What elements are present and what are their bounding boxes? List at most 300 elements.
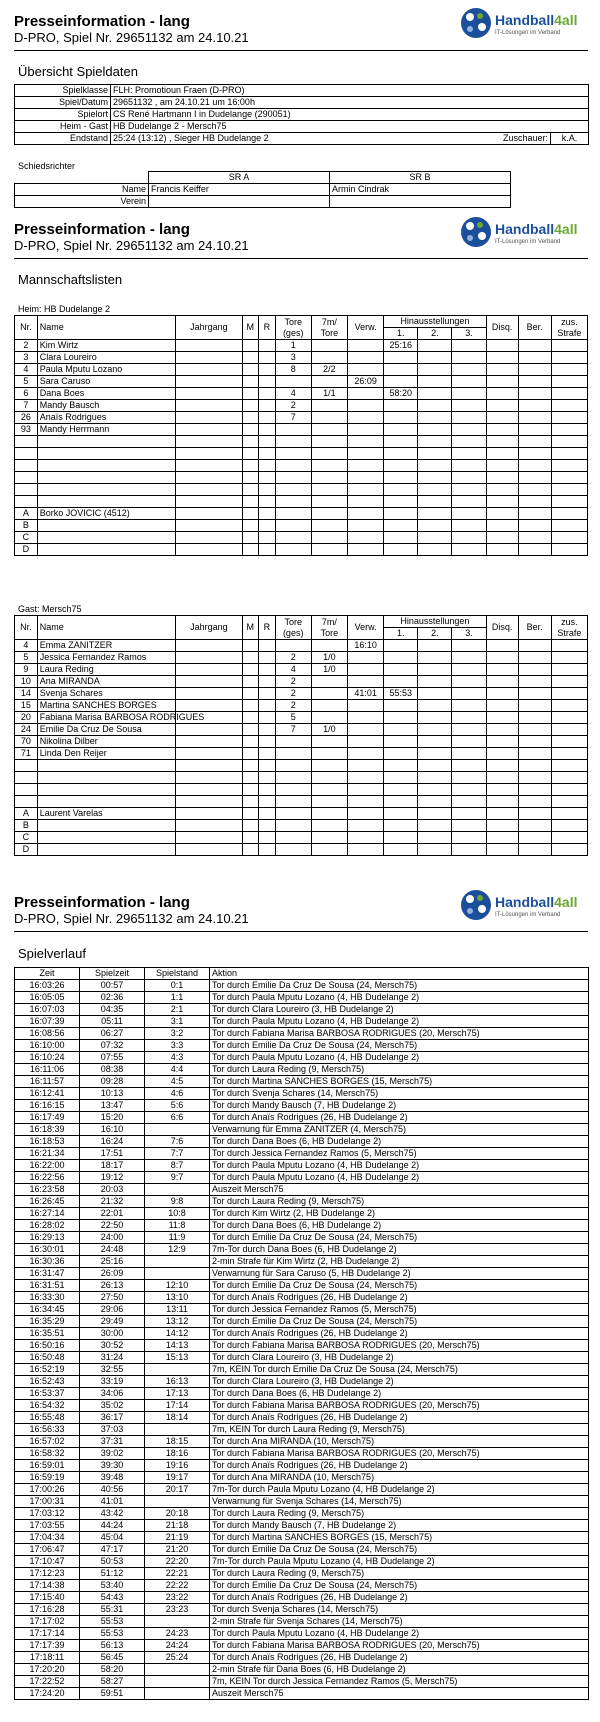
event-time: 17:16:28 bbox=[15, 1604, 80, 1616]
event-action: Tor durch Paula Mputu Lozano (4, HB Dudelange 2) bbox=[210, 1172, 589, 1184]
player-warning bbox=[347, 364, 383, 376]
player-row bbox=[15, 412, 588, 424]
official-row bbox=[15, 844, 588, 856]
event-action: Tor durch Anaïs Rodrigues (26, HB Dudelange 2) bbox=[210, 1292, 589, 1304]
empty-row bbox=[15, 772, 588, 784]
col-r: R bbox=[259, 616, 276, 640]
overview-row bbox=[15, 85, 589, 97]
event-time: 16:53:37 bbox=[15, 1388, 80, 1400]
col-tore: Tore (ges) bbox=[275, 316, 311, 340]
event-score bbox=[145, 1184, 210, 1196]
player-nr: 24 bbox=[15, 724, 38, 736]
event-action: Tor durch Martina SANCHES BORGES (15, Mersch75) bbox=[210, 1076, 589, 1088]
player-nr: 14 bbox=[15, 688, 38, 700]
event-game-time: 43:42 bbox=[80, 1508, 145, 1520]
event-action: Tor durch Ana MIRANDA (10, Mersch75) bbox=[210, 1436, 589, 1448]
event-game-time: 10:13 bbox=[80, 1088, 145, 1100]
event-score: 6:6 bbox=[145, 1112, 210, 1124]
page-subtitle: D-PRO, Spiel Nr. 29651132 am 24.10.21 bbox=[14, 238, 249, 253]
official-row bbox=[15, 544, 588, 556]
event-row bbox=[15, 1076, 589, 1088]
col-nr: Nr. bbox=[15, 616, 38, 640]
event-score: 21:18 bbox=[145, 1520, 210, 1532]
event-row bbox=[15, 1688, 589, 1700]
event-time: 16:26:45 bbox=[15, 1196, 80, 1208]
player-suspension-1 bbox=[384, 652, 418, 664]
event-time: 17:00:26 bbox=[15, 1484, 80, 1496]
player-7m bbox=[311, 424, 347, 436]
event-game-time: 59:51 bbox=[80, 1688, 145, 1700]
event-score: 13:11 bbox=[145, 1304, 210, 1316]
overview-label: Spielort bbox=[15, 109, 111, 121]
event-game-time: 16:24 bbox=[80, 1136, 145, 1148]
header-rule bbox=[14, 258, 588, 259]
event-time: 17:20:20 bbox=[15, 1664, 80, 1676]
event-game-time: 00:57 bbox=[80, 980, 145, 992]
player-name: Clara Loureiro bbox=[37, 352, 176, 364]
player-name: Ana MIRANDA bbox=[37, 676, 176, 688]
event-time: 16:52:19 bbox=[15, 1364, 80, 1376]
event-row bbox=[15, 1244, 589, 1256]
event-time: 16:58:32 bbox=[15, 1448, 80, 1460]
event-row bbox=[15, 1400, 589, 1412]
col-hinaus: Hinausstellungen bbox=[384, 316, 486, 328]
event-time: 16:59:01 bbox=[15, 1460, 80, 1472]
event-action: Tor durch Svenja Schares (14, Mersch75) bbox=[210, 1604, 589, 1616]
page-subtitle: D-PRO, Spiel Nr. 29651132 am 24.10.21 bbox=[14, 30, 249, 45]
event-time: 16:55:48 bbox=[15, 1412, 80, 1424]
player-row bbox=[15, 388, 588, 400]
handball4all-logo bbox=[458, 6, 588, 42]
overview-value: FLH: Promotioun Fraen (D-PRO) bbox=[111, 85, 589, 97]
event-action: 2-min Strafe für Dana Boes (6, HB Dudelange 2) bbox=[210, 1664, 589, 1676]
event-row bbox=[15, 1448, 589, 1460]
event-row bbox=[15, 1472, 589, 1484]
event-time: 17:10:47 bbox=[15, 1556, 80, 1568]
lineup-header-row bbox=[15, 316, 588, 328]
event-row bbox=[15, 1520, 589, 1532]
event-game-time: 35:02 bbox=[80, 1400, 145, 1412]
official-letter: D bbox=[15, 544, 38, 556]
event-row bbox=[15, 1484, 589, 1496]
empty-row bbox=[15, 460, 588, 472]
event-score bbox=[145, 1496, 210, 1508]
col-zus: zus. Strafe bbox=[551, 616, 587, 640]
player-name: Jessica Fernandez Ramos bbox=[37, 652, 176, 664]
event-time: 17:06:47 bbox=[15, 1544, 80, 1556]
game-course-table bbox=[14, 967, 589, 1700]
player-warning bbox=[347, 724, 383, 736]
event-time: 16:29:13 bbox=[15, 1232, 80, 1244]
event-score: 13:12 bbox=[145, 1316, 210, 1328]
player-goals: 2 bbox=[275, 652, 311, 664]
player-nr: 4 bbox=[15, 364, 38, 376]
event-game-time: 30:52 bbox=[80, 1340, 145, 1352]
player-warning bbox=[347, 424, 383, 436]
event-row bbox=[15, 1016, 589, 1028]
event-row bbox=[15, 1208, 589, 1220]
player-warning bbox=[347, 736, 383, 748]
event-score bbox=[145, 1676, 210, 1688]
player-suspension-1 bbox=[384, 664, 418, 676]
col-ber: Ber. bbox=[518, 616, 551, 640]
player-row bbox=[15, 724, 588, 736]
event-time: 16:30:36 bbox=[15, 1256, 80, 1268]
event-row bbox=[15, 1172, 589, 1184]
event-score: 10:8 bbox=[145, 1208, 210, 1220]
event-game-time: 34:06 bbox=[80, 1388, 145, 1400]
home-team-label: Heim: HB Dudelange 2 bbox=[18, 304, 111, 314]
event-game-time: 30:00 bbox=[80, 1328, 145, 1340]
event-game-time: 02:36 bbox=[80, 992, 145, 1004]
event-score bbox=[145, 1616, 210, 1628]
col-7m: 7m/ Tore bbox=[311, 316, 347, 340]
event-game-time: 39:02 bbox=[80, 1448, 145, 1460]
event-row bbox=[15, 1136, 589, 1148]
official-letter: A bbox=[15, 508, 38, 520]
event-time: 16:33:30 bbox=[15, 1292, 80, 1304]
event-time: 17:00:31 bbox=[15, 1496, 80, 1508]
event-score: 20:17 bbox=[145, 1484, 210, 1496]
event-game-time: 13:47 bbox=[80, 1100, 145, 1112]
player-name: Nikolina Dilber bbox=[37, 736, 176, 748]
event-row bbox=[15, 1388, 589, 1400]
verein-label: Verein bbox=[15, 196, 149, 208]
event-row bbox=[15, 992, 589, 1004]
handball-logo-icon bbox=[458, 888, 494, 922]
official-row bbox=[15, 508, 588, 520]
event-game-time: 39:30 bbox=[80, 1460, 145, 1472]
player-7m: 1/0 bbox=[311, 664, 347, 676]
player-goals bbox=[275, 376, 311, 388]
event-row bbox=[15, 1616, 589, 1628]
player-goals bbox=[275, 640, 311, 652]
event-time: 16:08:56 bbox=[15, 1028, 80, 1040]
player-nr: 7 bbox=[15, 400, 38, 412]
event-score: 9:8 bbox=[145, 1196, 210, 1208]
player-suspension-1 bbox=[384, 712, 418, 724]
event-time: 17:17:39 bbox=[15, 1640, 80, 1652]
event-row bbox=[15, 1604, 589, 1616]
player-nr: 5 bbox=[15, 376, 38, 388]
event-action: Verwarnung für Svenja Schares (14, Mersch75) bbox=[210, 1496, 589, 1508]
event-game-time: 37:03 bbox=[80, 1424, 145, 1436]
event-score: 14:12 bbox=[145, 1328, 210, 1340]
player-suspension-1 bbox=[384, 400, 418, 412]
event-score: 7:6 bbox=[145, 1136, 210, 1148]
player-name: Svenja Schares bbox=[37, 688, 176, 700]
event-time: 16:56:33 bbox=[15, 1424, 80, 1436]
player-nr: 15 bbox=[15, 700, 38, 712]
official-letter: C bbox=[15, 532, 38, 544]
player-name: Laura Reding bbox=[37, 664, 176, 676]
event-game-time: 24:48 bbox=[80, 1244, 145, 1256]
overview-value: CS René Hartmann I in Dudelange (290051) bbox=[111, 109, 589, 121]
player-warning: 16:10 bbox=[347, 640, 383, 652]
event-game-time: 24:00 bbox=[80, 1232, 145, 1244]
col-zus: zus. Strafe bbox=[551, 316, 587, 340]
event-action: Tor durch Anaïs Rodrigues (26, HB Dudelange 2) bbox=[210, 1652, 589, 1664]
event-time: 16:10:24 bbox=[15, 1052, 80, 1064]
event-score: 18:15 bbox=[145, 1436, 210, 1448]
official-name bbox=[37, 820, 176, 832]
empty-row bbox=[15, 472, 588, 484]
event-score: 13:10 bbox=[145, 1292, 210, 1304]
logo-text-b: 4all bbox=[554, 894, 578, 910]
col-jahrgang: Jahrgang bbox=[176, 616, 242, 640]
event-row bbox=[15, 1652, 589, 1664]
col-hinaus: Hinausstellungen bbox=[384, 616, 486, 628]
event-row bbox=[15, 1280, 589, 1292]
empty-row bbox=[15, 484, 588, 496]
event-action: Verwarnung für Sara Caruso (5, HB Dudelange 2) bbox=[210, 1268, 589, 1280]
event-game-time: 51:12 bbox=[80, 1568, 145, 1580]
player-warning: 26:09 bbox=[347, 376, 383, 388]
event-row bbox=[15, 1040, 589, 1052]
player-suspension-1 bbox=[384, 376, 418, 388]
col-r: R bbox=[259, 316, 276, 340]
event-time: 16:11:57 bbox=[15, 1076, 80, 1088]
player-row bbox=[15, 676, 588, 688]
player-goals: 1 bbox=[275, 340, 311, 352]
player-row bbox=[15, 664, 588, 676]
event-game-time: 22:01 bbox=[80, 1208, 145, 1220]
player-nr: 10 bbox=[15, 676, 38, 688]
col-h2: 2. bbox=[418, 628, 452, 640]
col-verw: Verw. bbox=[347, 616, 383, 640]
logo-tagline: IT-Lösungen im Verband bbox=[495, 30, 561, 36]
event-score: 7:7 bbox=[145, 1148, 210, 1160]
event-score: 21:19 bbox=[145, 1532, 210, 1544]
event-game-time: 58:20 bbox=[80, 1664, 145, 1676]
event-action: 2-min Strafe für Kim Wirtz (2, HB Dudelange 2) bbox=[210, 1256, 589, 1268]
event-row bbox=[15, 1148, 589, 1160]
event-action: Tor durch Kim Wirtz (2, HB Dudelange 2) bbox=[210, 1208, 589, 1220]
event-time: 17:17:02 bbox=[15, 1616, 80, 1628]
player-suspension-1 bbox=[384, 352, 418, 364]
event-score: 4:5 bbox=[145, 1076, 210, 1088]
lineup-header-row bbox=[15, 616, 588, 628]
player-row bbox=[15, 424, 588, 436]
event-row bbox=[15, 1052, 589, 1064]
event-row bbox=[15, 1184, 589, 1196]
event-row bbox=[15, 1220, 589, 1232]
event-game-time: 16:10 bbox=[80, 1124, 145, 1136]
event-score: 19:16 bbox=[145, 1460, 210, 1472]
event-game-time: 29:49 bbox=[80, 1316, 145, 1328]
page-title: Presseinformation - lang bbox=[14, 221, 190, 238]
player-suspension-1: 55:53 bbox=[384, 688, 418, 700]
player-7m: 1/1 bbox=[311, 388, 347, 400]
course-header-row bbox=[15, 968, 589, 980]
event-time: 16:07:39 bbox=[15, 1016, 80, 1028]
event-score: 22:21 bbox=[145, 1568, 210, 1580]
event-action: Tor durch Emilie Da Cruz De Sousa (24, Mersch75) bbox=[210, 1316, 589, 1328]
player-7m bbox=[311, 640, 347, 652]
event-row bbox=[15, 1556, 589, 1568]
event-row bbox=[15, 1628, 589, 1640]
event-time: 16:59:19 bbox=[15, 1472, 80, 1484]
empty-row bbox=[15, 760, 588, 772]
logo-text-b: 4all bbox=[554, 12, 578, 28]
official-letter: B bbox=[15, 520, 38, 532]
event-action: 7m-Tor durch Paula Mputu Lozano (4, HB Dudelange 2) bbox=[210, 1556, 589, 1568]
player-row bbox=[15, 688, 588, 700]
col-h2: 2. bbox=[418, 328, 452, 340]
event-time: 16:12:41 bbox=[15, 1088, 80, 1100]
official-row bbox=[15, 532, 588, 544]
logo-text-a: Handball bbox=[495, 12, 555, 28]
event-time: 17:24:20 bbox=[15, 1688, 80, 1700]
event-row bbox=[15, 1436, 589, 1448]
event-game-time: 58:27 bbox=[80, 1676, 145, 1688]
col-h1: 1. bbox=[384, 628, 418, 640]
player-7m bbox=[311, 340, 347, 352]
col-disq: Disq. bbox=[486, 616, 518, 640]
event-score bbox=[145, 1124, 210, 1136]
official-name: Laurent Varelas bbox=[37, 808, 176, 820]
player-7m: 2/2 bbox=[311, 364, 347, 376]
player-warning bbox=[347, 700, 383, 712]
event-game-time: 55:53 bbox=[80, 1616, 145, 1628]
player-warning bbox=[347, 352, 383, 364]
official-letter: D bbox=[15, 844, 38, 856]
event-game-time: 08:38 bbox=[80, 1064, 145, 1076]
player-suspension-1 bbox=[384, 424, 418, 436]
event-row bbox=[15, 1532, 589, 1544]
logo-text-a: Handball bbox=[495, 221, 555, 237]
event-action: Verwarnung für Emma ZANITZER (4, Mersch75) bbox=[210, 1124, 589, 1136]
event-time: 16:07:03 bbox=[15, 1004, 80, 1016]
event-score: 12:9 bbox=[145, 1244, 210, 1256]
col-ber: Ber. bbox=[518, 316, 551, 340]
event-action: Tor durch Paula Mputu Lozano (4, HB Dudelange 2) bbox=[210, 1628, 589, 1640]
event-time: 16:21:34 bbox=[15, 1148, 80, 1160]
event-row bbox=[15, 1304, 589, 1316]
event-score: 0:1 bbox=[145, 980, 210, 992]
player-goals: 5 bbox=[275, 712, 311, 724]
player-7m: 1/0 bbox=[311, 652, 347, 664]
event-time: 16:50:16 bbox=[15, 1340, 80, 1352]
event-game-time: 04:35 bbox=[80, 1004, 145, 1016]
event-action: 7m, KEIN Tor durch Emilie Da Cruz De Sousa (24, Mersch75) bbox=[210, 1364, 589, 1376]
event-row bbox=[15, 1100, 589, 1112]
col-m: M bbox=[242, 316, 259, 340]
event-time: 16:23:58 bbox=[15, 1184, 80, 1196]
player-name: Emilie Da Cruz De Sousa bbox=[37, 724, 176, 736]
handball4all-logo bbox=[458, 215, 588, 251]
player-nr: 26 bbox=[15, 412, 38, 424]
player-suspension-1 bbox=[384, 676, 418, 688]
event-action: Auszeit Mersch75 bbox=[210, 1688, 589, 1700]
player-name: Mandy Herrmann bbox=[37, 424, 176, 436]
player-name: Fabiana Marisa BARBOSA RODRIGUES bbox=[37, 712, 176, 724]
event-time: 16:28:02 bbox=[15, 1220, 80, 1232]
empty-row bbox=[15, 784, 588, 796]
event-time: 16:52:43 bbox=[15, 1376, 80, 1388]
player-warning bbox=[347, 412, 383, 424]
player-row bbox=[15, 364, 588, 376]
player-nr: 5 bbox=[15, 652, 38, 664]
event-time: 16:31:47 bbox=[15, 1268, 80, 1280]
event-row bbox=[15, 1196, 589, 1208]
event-action: 7m, KEIN Tor durch Jessica Fernandez Ramos (5, Mersch75) bbox=[210, 1676, 589, 1688]
event-game-time: 17:51 bbox=[80, 1148, 145, 1160]
event-score: 5:6 bbox=[145, 1100, 210, 1112]
event-game-time: 21:32 bbox=[80, 1196, 145, 1208]
empty-row bbox=[15, 496, 588, 508]
event-game-time: 31:24 bbox=[80, 1352, 145, 1364]
event-game-time: 09:28 bbox=[80, 1076, 145, 1088]
player-suspension-1 bbox=[384, 736, 418, 748]
event-row bbox=[15, 1640, 589, 1652]
event-action: Tor durch Fabiana Marisa BARBOSA RODRIGUES (20, Mersch75) bbox=[210, 1448, 589, 1460]
event-game-time: 15:20 bbox=[80, 1112, 145, 1124]
official-row bbox=[15, 808, 588, 820]
event-score: 11:8 bbox=[145, 1220, 210, 1232]
event-row bbox=[15, 1424, 589, 1436]
player-name: Linda Den Reijer bbox=[37, 748, 176, 760]
event-score: 21:20 bbox=[145, 1544, 210, 1556]
event-game-time: 22:50 bbox=[80, 1220, 145, 1232]
handball-logo-icon bbox=[458, 6, 494, 40]
event-score bbox=[145, 1424, 210, 1436]
official-name bbox=[37, 532, 176, 544]
event-action: Tor durch Dana Boes (6, HB Dudelange 2) bbox=[210, 1220, 589, 1232]
event-time: 17:14:38 bbox=[15, 1580, 80, 1592]
event-time: 16:18:39 bbox=[15, 1124, 80, 1136]
referees-table bbox=[14, 171, 511, 208]
event-action: Tor durch Anaïs Rodrigues (26, HB Dudelange 2) bbox=[210, 1460, 589, 1472]
handball4all-logo bbox=[458, 888, 588, 924]
overview-value: HB Dudelange 2 - Mersch75 bbox=[111, 121, 589, 133]
event-game-time: 56:45 bbox=[80, 1652, 145, 1664]
overview-row bbox=[15, 97, 589, 109]
event-row bbox=[15, 1328, 589, 1340]
event-game-time: 19:12 bbox=[80, 1172, 145, 1184]
event-score: 12:10 bbox=[145, 1280, 210, 1292]
event-action: Tor durch Paula Mputu Lozano (4, HB Dudelange 2) bbox=[210, 1160, 589, 1172]
event-time: 17:04:34 bbox=[15, 1532, 80, 1544]
player-nr: 71 bbox=[15, 748, 38, 760]
event-game-time: 27:50 bbox=[80, 1292, 145, 1304]
event-game-time: 20:03 bbox=[80, 1184, 145, 1196]
event-time: 16:11:06 bbox=[15, 1064, 80, 1076]
event-game-time: 40:56 bbox=[80, 1484, 145, 1496]
player-nr: 70 bbox=[15, 736, 38, 748]
event-row bbox=[15, 1292, 589, 1304]
overview-table bbox=[14, 84, 589, 145]
official-letter: A bbox=[15, 808, 38, 820]
player-goals: 7 bbox=[275, 412, 311, 424]
event-time: 17:03:12 bbox=[15, 1508, 80, 1520]
player-goals: 4 bbox=[275, 664, 311, 676]
header-rule bbox=[14, 931, 588, 932]
event-action: Tor durch Emilie Da Cruz De Sousa (24, Mersch75) bbox=[210, 980, 589, 992]
player-nr: 9 bbox=[15, 664, 38, 676]
event-score: 17:13 bbox=[145, 1388, 210, 1400]
event-score: 19:17 bbox=[145, 1472, 210, 1484]
player-warning bbox=[347, 388, 383, 400]
col-h1: 1. bbox=[384, 328, 418, 340]
page-header-3 bbox=[0, 888, 600, 936]
player-goals: 2 bbox=[275, 700, 311, 712]
player-goals bbox=[275, 424, 311, 436]
page-title: Presseinformation - lang bbox=[14, 894, 190, 911]
event-score: 17:14 bbox=[145, 1400, 210, 1412]
player-suspension-1 bbox=[384, 640, 418, 652]
spectators-value: k.A. bbox=[551, 133, 589, 145]
